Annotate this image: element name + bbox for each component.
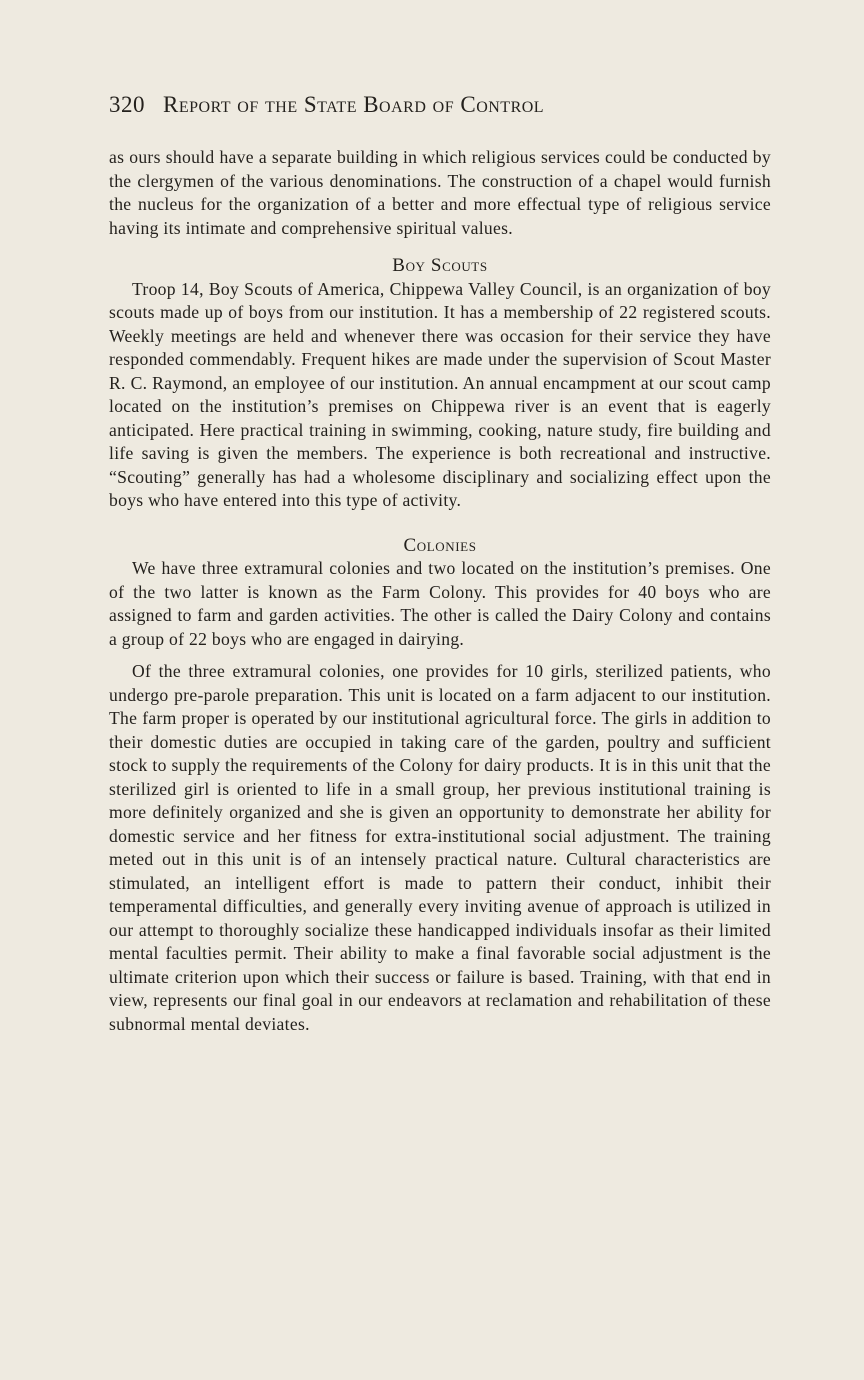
heading-boy-scouts: Boy Scouts [392, 255, 488, 276]
page-number: 320 [109, 92, 145, 117]
running-title: Report of the State Board of Control [163, 92, 545, 117]
paragraph-chapel-continuation: as ours should have a separate building in which religious services could be conducted by the clergymen of the various denominations. The construction of a chapel would furnish the nucleus for the organization of a better and more effectual type of religious service having its intimate and comprehensive spiritual values. [109, 147, 771, 238]
paragraph-extramural-colonies: Of the three extramural colonies, one provides for 10 girls, sterilized patients, who undergo pre-parole preparation. This unit is located on a farm adjacent to our institution. The farm proper is operated by our institutional agricultural force. The girls in addition to their domestic duties are occupied in taking care of the garden, poultry and sufficient stock to supply the requirements of the Colony for dairy products. It is in this unit that the sterilized girl is oriented to life in a small group, her previous institutional training is more definitely organized and she is given an opportunity to demonstrate her ability for domestic service and her fitness for extra-institutional social adjustment. The training meted out in this unit is of an intensely practical nature. Cultural characteristics are stimulated, an intelligent effort is made to pattern their conduct, inhibit their temperamental difficulties, and generally every inviting avenue of approach is utilized in our attempt to thoroughly socialize these handicapped individuals insofar as their limited mental faculties permit. Their ability to make a final favorable social adjustment is the ultimate criterion upon which their success or failure is based. Training, with that end in view, represents our final goal in our endeavors at reclamation and rehabilitation of these subnormal mental deviates. [109, 661, 771, 1034]
heading-colonies: Colonies [403, 534, 477, 556]
paragraph-boy-scouts: Troop 14, Boy Scouts of America, Chippewa Valley Council, is an organization of boy scouts made up of boys from our institution. It has a membership of 22 registered scouts. Weekly meetings are held and whenever there was occasion for their service they have responded commendably. Frequent hikes are made under the supervision of Scout Master R. C. Raymond, an employee of our institution. An annual encampment at our scout camp located on the institution’s premises on Chippewa river is an event that is eagerly anticipated. Here practical training in swimming, cooking, nature study, fire building and life saving is given the members. The experience is both recreational and instructive. “Scouting” generally has had a wholesome disciplinary and socializing effect upon the boys who have entered into this type of activity. [109, 278, 771, 510]
body-text [109, 146, 771, 1036]
paragraph-colonies-intro: We have three extramural colonies and two located on the institution’s premises. One of the two latter is known as the Farm Colony. This provides for 40 boys who are assigned to farm and garden activities. The other is called the Dairy Colony and contains a group of 22 boys who are engaged in dairying. [109, 558, 771, 649]
running-head [109, 92, 544, 118]
